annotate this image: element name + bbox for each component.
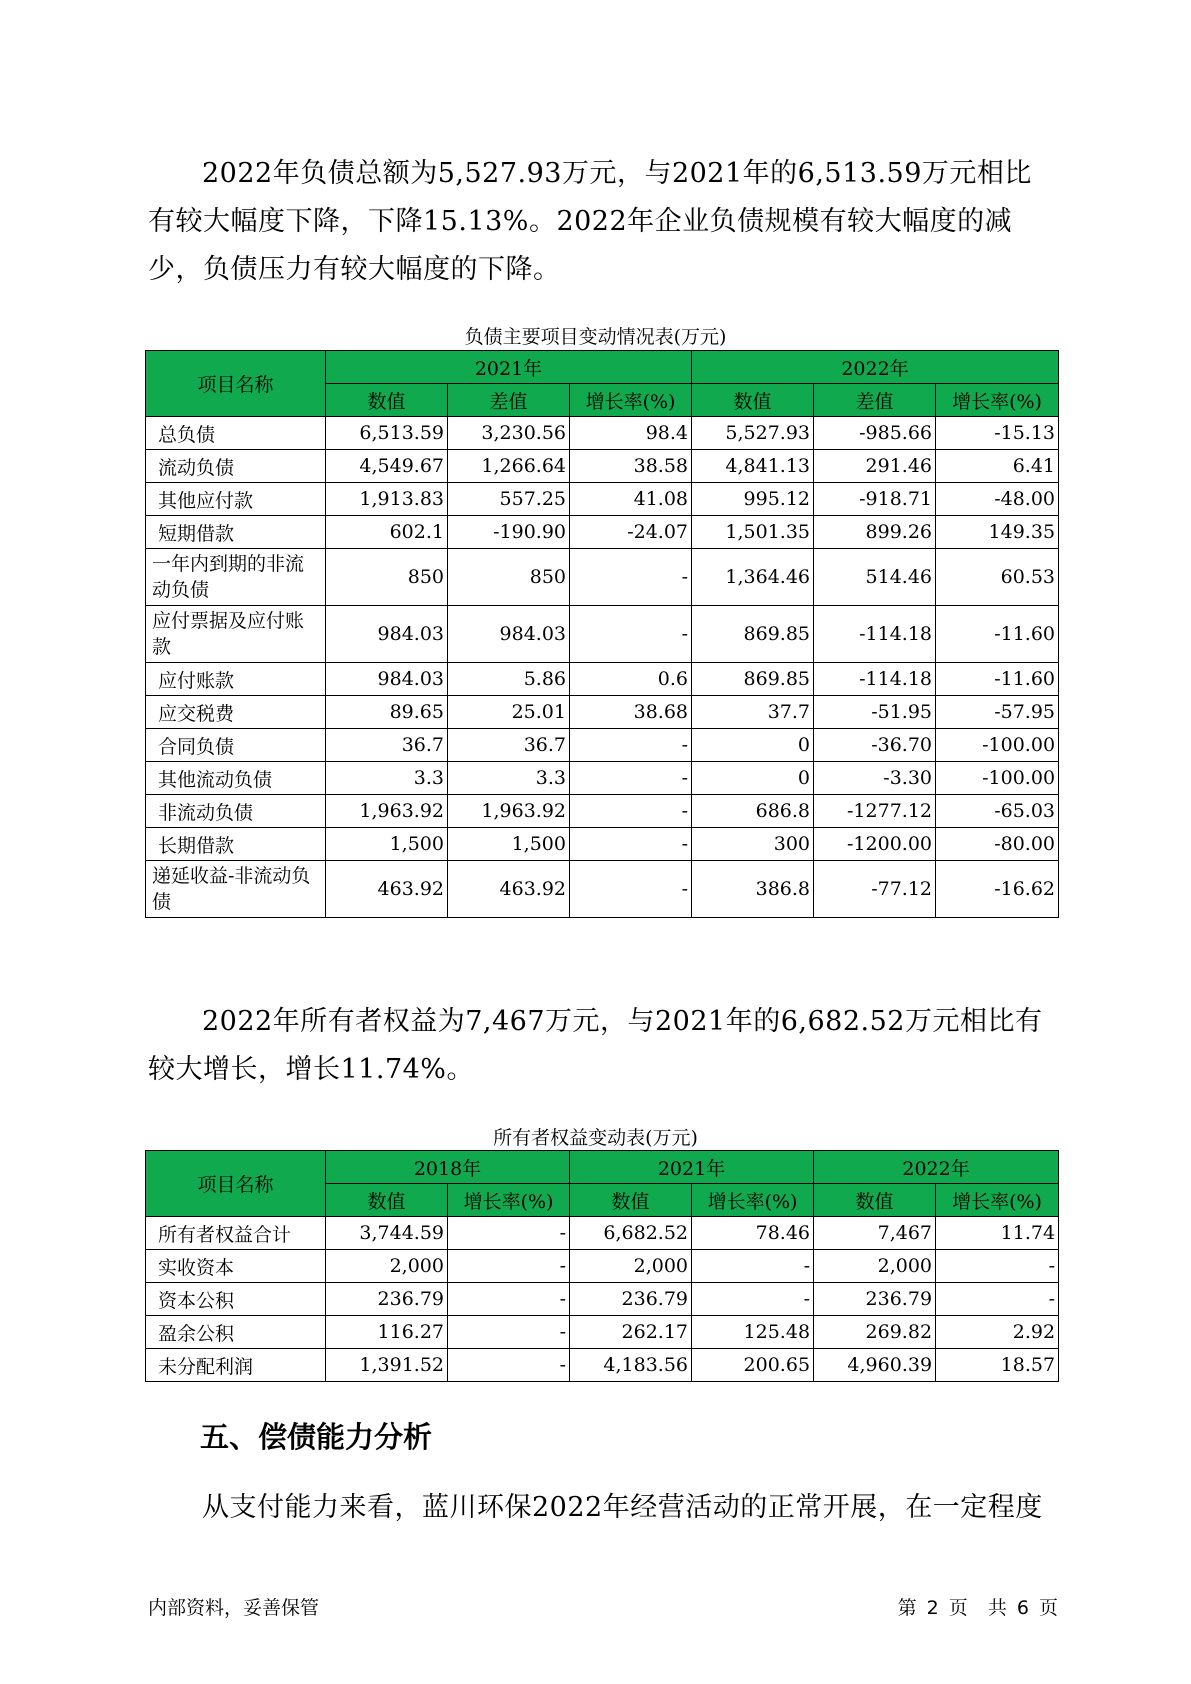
table-cell: 98.4 (570, 417, 692, 450)
table-cell: 984.03 (448, 606, 570, 663)
table-cell: - (570, 606, 692, 663)
table1-year-header: 2022年 (692, 351, 1059, 384)
table-cell: 236.79 (570, 1283, 692, 1316)
table1-subheader: 数值 (326, 384, 448, 417)
table-cell: 869.85 (692, 606, 814, 663)
table-cell: - (570, 729, 692, 762)
table-row (146, 1349, 1059, 1382)
table-cell: 899.26 (814, 516, 936, 549)
table-cell: 1,500 (448, 828, 570, 861)
table-cell: -114.18 (814, 606, 936, 663)
table-cell: 6.41 (936, 450, 1059, 483)
table-cell: 262.17 (570, 1316, 692, 1349)
table-cell: - (448, 1283, 570, 1316)
row-label: 其他应付款 (146, 483, 326, 516)
table-cell: 1,266.64 (448, 450, 570, 483)
table-cell: 5.86 (448, 663, 570, 696)
table-cell: -77.12 (814, 861, 936, 918)
table-cell: -100.00 (936, 729, 1059, 762)
table2-year-header: 2021年 (570, 1151, 814, 1184)
table-cell: 116.27 (326, 1316, 448, 1349)
table-cell: 4,549.67 (326, 450, 448, 483)
table-row (146, 549, 1059, 606)
table-cell: -48.00 (936, 483, 1059, 516)
table-cell: - (936, 1250, 1059, 1283)
table2-subheader: 数值 (570, 1184, 692, 1217)
table-cell: - (570, 762, 692, 795)
table-cell: 6,682.52 (570, 1217, 692, 1250)
row-label: 总负债 (146, 417, 326, 450)
table-cell: 149.35 (936, 516, 1059, 549)
table-cell: 4,183.56 (570, 1349, 692, 1382)
equity-summary-paragraph: 2022年所有者权益为7,467万元，与2021年的6,682.52万元相比有较大增长，增长11.74%。 (148, 1006, 1043, 1085)
table-cell: 38.58 (570, 450, 692, 483)
table1-caption: 负债主要项目变动情况表(万元) (464, 326, 727, 348)
row-label: 短期借款 (146, 516, 326, 549)
table-cell: 1,364.46 (692, 549, 814, 606)
table-cell: -16.62 (936, 861, 1059, 918)
table-cell: 1,391.52 (326, 1349, 448, 1382)
table-cell: -65.03 (936, 795, 1059, 828)
table-row (146, 861, 1059, 918)
table-cell: -100.00 (936, 762, 1059, 795)
table-cell: 291.46 (814, 450, 936, 483)
table-cell: - (448, 1316, 570, 1349)
table2-caption: 所有者权益变动表(万元) (493, 1127, 698, 1149)
table-row (146, 828, 1059, 861)
table-row (146, 450, 1059, 483)
row-label: 非流动负债 (146, 795, 326, 828)
row-label: 资本公积 (146, 1283, 326, 1316)
row-label: 未分配利润 (146, 1349, 326, 1382)
table-cell: - (448, 1349, 570, 1382)
liability-summary-paragraph: 2022年负债总额为5,527.93万元，与2021年的6,513.59万元相比有较大幅度下降，下降15.13%。2022年企业负债规模有较大幅度的减少，负债压力有较大幅度的下降。 (148, 158, 1032, 285)
table-cell: -36.70 (814, 729, 936, 762)
table-cell: 1,963.92 (326, 795, 448, 828)
table-cell: 463.92 (326, 861, 448, 918)
table-cell: - (448, 1217, 570, 1250)
table2-year-header: 2018年 (326, 1151, 570, 1184)
table-cell: -11.60 (936, 606, 1059, 663)
table-cell: 995.12 (692, 483, 814, 516)
table-cell: -918.71 (814, 483, 936, 516)
row-label: 盈余公积 (146, 1316, 326, 1349)
table-cell: - (692, 1283, 814, 1316)
row-label: 流动负债 (146, 450, 326, 483)
table-cell: - (570, 795, 692, 828)
footer-page-number: 第 2 页 共 6 页 (897, 1597, 1058, 1619)
equity-change-table (145, 1150, 1059, 1382)
table-cell: 38.68 (570, 696, 692, 729)
table-cell: 1,501.35 (692, 516, 814, 549)
table-row (146, 1250, 1059, 1283)
table-cell: -57.95 (936, 696, 1059, 729)
table-cell: -80.00 (936, 828, 1059, 861)
table-cell: 78.46 (692, 1217, 814, 1250)
table-cell: 11.74 (936, 1217, 1059, 1250)
row-label: 其他流动负债 (146, 762, 326, 795)
table-cell: -51.95 (814, 696, 936, 729)
table1-subheader: 增长率(%) (570, 384, 692, 417)
table-cell: - (570, 828, 692, 861)
table-cell: 236.79 (326, 1283, 448, 1316)
row-label: 递延收益-非流动负债 (146, 861, 326, 918)
table-cell: 3.3 (326, 762, 448, 795)
table-cell: 0 (692, 729, 814, 762)
table2-subheader: 数值 (814, 1184, 936, 1217)
table-cell: 5,527.93 (692, 417, 814, 450)
table2-year-header: 2022年 (814, 1151, 1059, 1184)
table-cell: - (448, 1250, 570, 1283)
table-row (146, 663, 1059, 696)
table1-subheader: 数值 (692, 384, 814, 417)
table-cell: 984.03 (326, 663, 448, 696)
row-label: 一年内到期的非流动负债 (146, 549, 326, 606)
table-cell: -114.18 (814, 663, 936, 696)
table-cell: 869.85 (692, 663, 814, 696)
table-cell: - (692, 1250, 814, 1283)
table-cell: -11.60 (936, 663, 1059, 696)
table2-subheader: 数值 (326, 1184, 448, 1217)
row-label: 长期借款 (146, 828, 326, 861)
table-cell: -985.66 (814, 417, 936, 450)
table-cell: 36.7 (448, 729, 570, 762)
table-cell: -1200.00 (814, 828, 936, 861)
table-cell: 557.25 (448, 483, 570, 516)
table-cell: 850 (448, 549, 570, 606)
row-label: 实收资本 (146, 1250, 326, 1283)
section-heading: 五、偿债能力分析 (200, 1420, 433, 1454)
table-cell: 3,230.56 (448, 417, 570, 450)
table-cell: -24.07 (570, 516, 692, 549)
table-row (146, 729, 1059, 762)
table-cell: -15.13 (936, 417, 1059, 450)
table-cell: 850 (326, 549, 448, 606)
table-cell: 1,913.83 (326, 483, 448, 516)
table-row (146, 762, 1059, 795)
row-label: 所有者权益合计 (146, 1217, 326, 1250)
table-cell: 1,500 (326, 828, 448, 861)
row-label: 应付票据及应付账款 (146, 606, 326, 663)
table-cell: - (570, 549, 692, 606)
table-cell: 41.08 (570, 483, 692, 516)
table-cell: -1277.12 (814, 795, 936, 828)
table1-subheader: 差值 (448, 384, 570, 417)
table1-subheader: 增长率(%) (936, 384, 1059, 417)
table-cell: 36.7 (326, 729, 448, 762)
table-cell: 269.82 (814, 1316, 936, 1349)
table-cell: -190.90 (448, 516, 570, 549)
row-label: 合同负债 (146, 729, 326, 762)
table-cell: 300 (692, 828, 814, 861)
table-cell: 1,963.92 (448, 795, 570, 828)
table-row (146, 516, 1059, 549)
table-cell: 602.1 (326, 516, 448, 549)
table-cell: 2.92 (936, 1316, 1059, 1349)
table-row (146, 696, 1059, 729)
row-label: 应付账款 (146, 663, 326, 696)
liability-change-table (145, 350, 1059, 918)
table-row (146, 1316, 1059, 1349)
table-cell: 25.01 (448, 696, 570, 729)
table2-subheader: 增长率(%) (448, 1184, 570, 1217)
table1-subheader: 差值 (814, 384, 936, 417)
table-cell: 0.6 (570, 663, 692, 696)
table-cell: 6,513.59 (326, 417, 448, 450)
table-cell: 2,000 (570, 1250, 692, 1283)
table-cell: 125.48 (692, 1316, 814, 1349)
table-cell: 686.8 (692, 795, 814, 828)
table-cell: 7,467 (814, 1217, 936, 1250)
table-cell: 89.65 (326, 696, 448, 729)
table-row (146, 483, 1059, 516)
row-label: 应交税费 (146, 696, 326, 729)
table-cell: 4,960.39 (814, 1349, 936, 1382)
solvency-paragraph: 从支付能力来看，蓝川环保2022年经营活动的正常开展，在一定程度 (202, 1492, 1043, 1523)
table2-subheader: 增长率(%) (936, 1184, 1059, 1217)
table-cell: 236.79 (814, 1283, 936, 1316)
table-cell: 2,000 (814, 1250, 936, 1283)
table-row (146, 795, 1059, 828)
table-row (146, 1283, 1059, 1316)
table2-subheader: 增长率(%) (692, 1184, 814, 1217)
table-cell: 18.57 (936, 1349, 1059, 1382)
table-cell: - (570, 861, 692, 918)
table2-name-header: 项目名称 (146, 1151, 326, 1217)
table-cell: 3,744.59 (326, 1217, 448, 1250)
table-cell: 200.65 (692, 1349, 814, 1382)
footer-confidential-note: 内部资料，妥善保管 (148, 1597, 320, 1619)
table-cell: 37.7 (692, 696, 814, 729)
table-cell: 984.03 (326, 606, 448, 663)
table-cell: 386.8 (692, 861, 814, 918)
table-cell: 0 (692, 762, 814, 795)
table1-name-header: 项目名称 (146, 351, 326, 417)
table-cell: 514.46 (814, 549, 936, 606)
table-cell: 60.53 (936, 549, 1059, 606)
table-row (146, 417, 1059, 450)
table-cell: 4,841.13 (692, 450, 814, 483)
table-cell: 463.92 (448, 861, 570, 918)
table-cell: 3.3 (448, 762, 570, 795)
table-row (146, 606, 1059, 663)
table-cell: 2,000 (326, 1250, 448, 1283)
table1-year-header: 2021年 (326, 351, 692, 384)
table-cell: -3.30 (814, 762, 936, 795)
table-row (146, 1217, 1059, 1250)
table-cell: - (936, 1283, 1059, 1316)
